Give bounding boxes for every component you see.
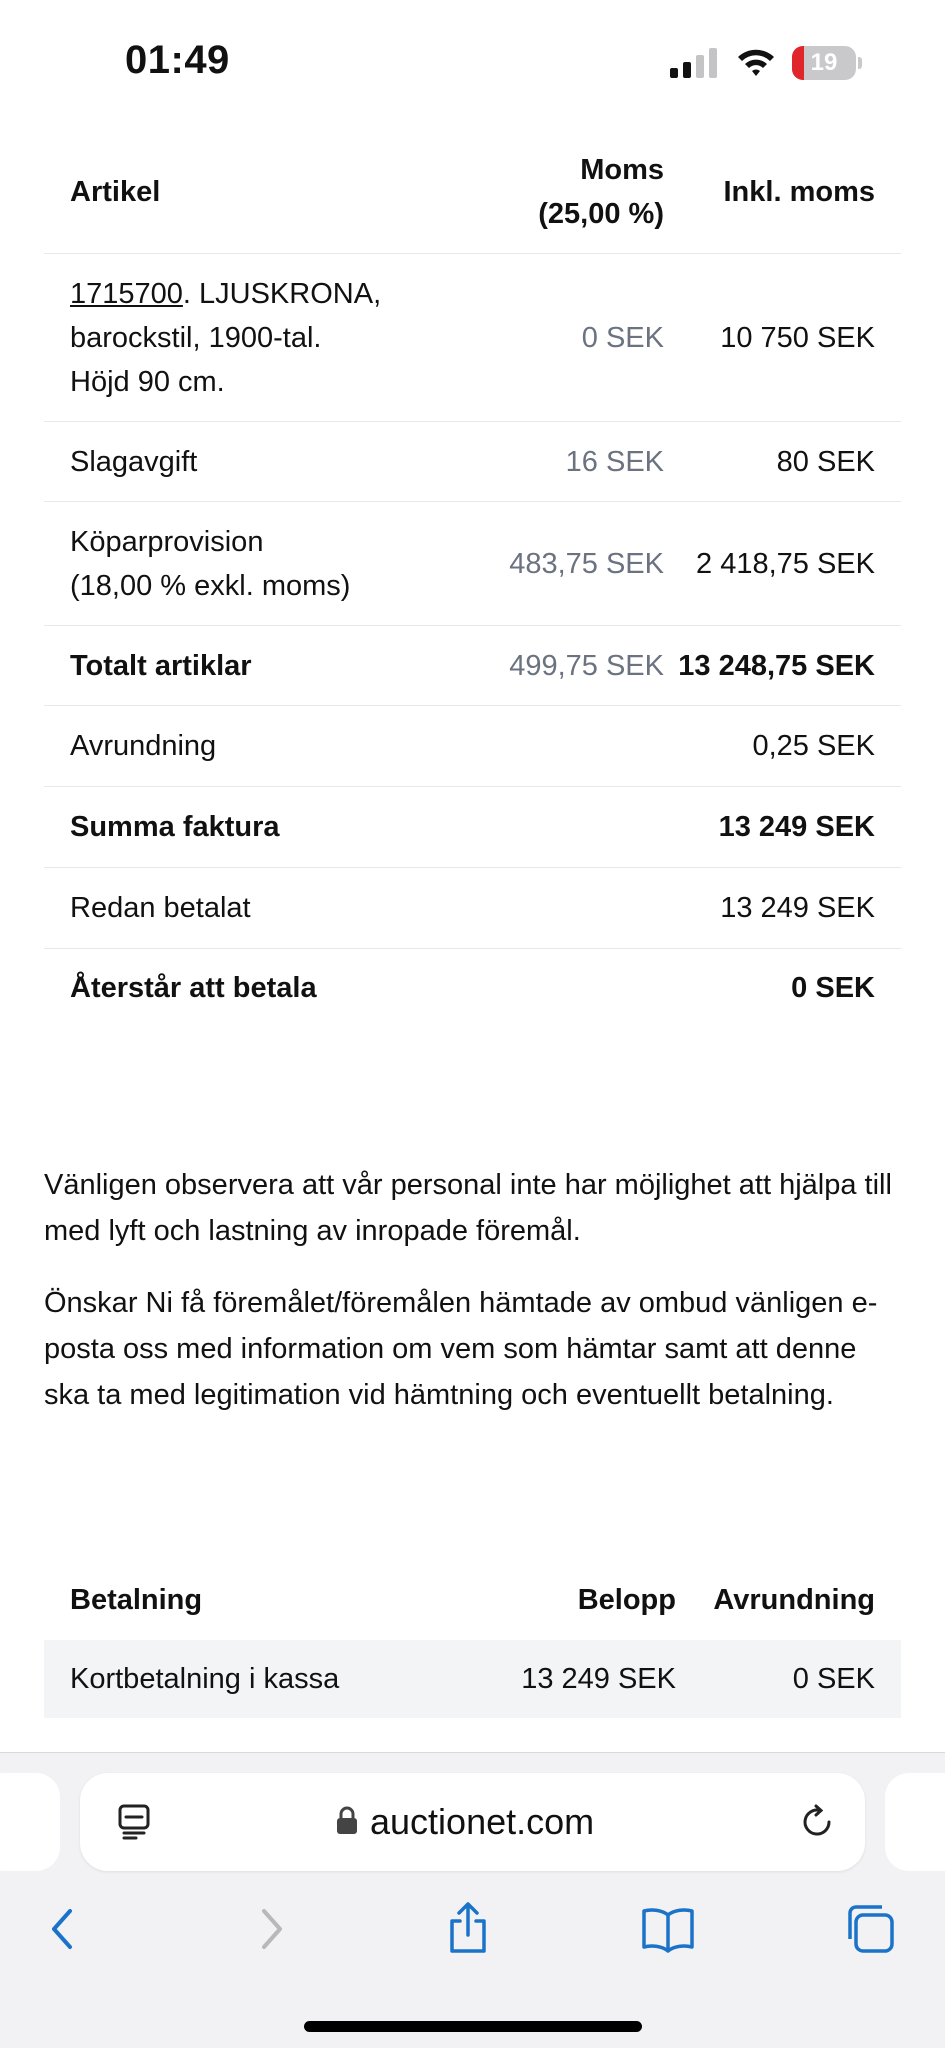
- col-header-rounding: Avrundning: [713, 1584, 875, 1616]
- buyer-commission-label-line2: (18,00 % exkl. moms): [70, 569, 351, 602]
- table-row: [44, 422, 901, 502]
- table-row: [44, 502, 901, 626]
- col-header-vat: [374, 130, 664, 253]
- table-row: [44, 706, 901, 787]
- item-title: . LJUSKRONA,: [182, 277, 382, 310]
- back-icon[interactable]: [36, 1901, 92, 1957]
- reload-icon[interactable]: [798, 1803, 836, 1841]
- hammer-fee-vat: 16 SEK: [565, 445, 664, 478]
- reader-icon[interactable]: [116, 1803, 152, 1841]
- col-header-incl-vat: Inkl. moms: [723, 175, 875, 208]
- item-desc-line3: Höjd 90 cm.: [70, 365, 225, 398]
- payment-table: [44, 1560, 901, 1718]
- wifi-icon: [736, 46, 776, 78]
- home-indicator[interactable]: [304, 2021, 642, 2032]
- tabs-icon[interactable]: [842, 1901, 898, 1957]
- item-number-link[interactable]: 1715700: [70, 277, 183, 310]
- browser-toolbar: [0, 1752, 945, 2048]
- note-paragraph-1: Vänligen observera att vår personal inte har möjlighet att hjälpa till med lyft och lastning av inropade föremål.: [44, 1169, 892, 1247]
- buyer-commission-vat: 483,75 SEK: [509, 547, 664, 580]
- table-row: [44, 787, 901, 868]
- next-tab-card[interactable]: [885, 1773, 945, 1871]
- already-paid-total: 13 249 SEK: [720, 892, 875, 924]
- table-row: [44, 868, 901, 949]
- previous-tab-card[interactable]: [0, 1773, 60, 1871]
- total-items-label: Totalt artiklar: [70, 649, 252, 682]
- payment-amount: 13 249 SEK: [521, 1663, 676, 1695]
- invoice-sum-total: 13 249 SEK: [718, 811, 875, 843]
- table-row: [44, 1640, 901, 1718]
- total-items-vat: 499,75 SEK: [509, 649, 664, 682]
- table-row: [44, 949, 901, 1027]
- status-time: 01:49: [125, 38, 230, 82]
- invoice-header-row: [44, 130, 901, 254]
- item-desc-line2: barockstil, 1900-tal.: [70, 321, 322, 354]
- payment-method: Kortbetalning i kassa: [70, 1663, 340, 1695]
- forward-icon[interactable]: [242, 1901, 298, 1957]
- payment-rounding: 0 SEK: [792, 1663, 875, 1695]
- url-text[interactable]: auctionet.com: [370, 1801, 595, 1842]
- invoice-table: [44, 130, 901, 1027]
- col-header-vat-line1: Moms: [580, 153, 664, 186]
- address-bar[interactable]: [80, 1773, 865, 1871]
- total-items-total: 13 248,75 SEK: [678, 649, 875, 682]
- col-header-payment: Betalning: [70, 1584, 203, 1616]
- battery-level: 19: [810, 49, 838, 76]
- notes-section: [44, 1162, 901, 1444]
- lock-icon: [336, 1805, 358, 1835]
- remaining-label: Återstår att betala: [70, 972, 317, 1004]
- invoice-sum-label: Summa faktura: [70, 811, 280, 843]
- battery-icon: [792, 46, 862, 80]
- hammer-fee-total: 80 SEK: [776, 445, 875, 478]
- col-header-article: Artikel: [70, 175, 161, 208]
- remaining-total: 0 SEK: [791, 972, 875, 1004]
- buyer-commission-total: 2 418,75 SEK: [696, 547, 875, 580]
- rounding-label: Avrundning: [70, 730, 217, 762]
- col-header-vat-line2: (25,00 %): [538, 197, 664, 230]
- payment-header-row: [44, 1560, 901, 1640]
- status-bar: [0, 0, 945, 120]
- note-paragraph-2: Önskar Ni få föremålet/föremålen hämtade av ombud vänligen e-posta oss med information om vem som hämtar samt att denne ska ta med legitimation vid hämtning och eventuellt betalning.: [44, 1287, 878, 1411]
- cellular-signal-icon: [670, 48, 720, 78]
- table-row: [44, 254, 901, 422]
- buyer-commission-label-line1: Köparprovision: [70, 525, 264, 558]
- item-total: 10 750 SEK: [720, 321, 875, 354]
- table-row: [44, 626, 901, 706]
- item-vat: 0 SEK: [581, 321, 664, 354]
- hammer-fee-label: Slagavgift: [70, 445, 198, 478]
- share-icon[interactable]: [440, 1901, 496, 1957]
- col-header-amount: Belopp: [577, 1584, 676, 1616]
- already-paid-label: Redan betalat: [70, 892, 251, 924]
- rounding-total: 0,25 SEK: [752, 730, 875, 762]
- bookmarks-icon[interactable]: [640, 1901, 696, 1957]
